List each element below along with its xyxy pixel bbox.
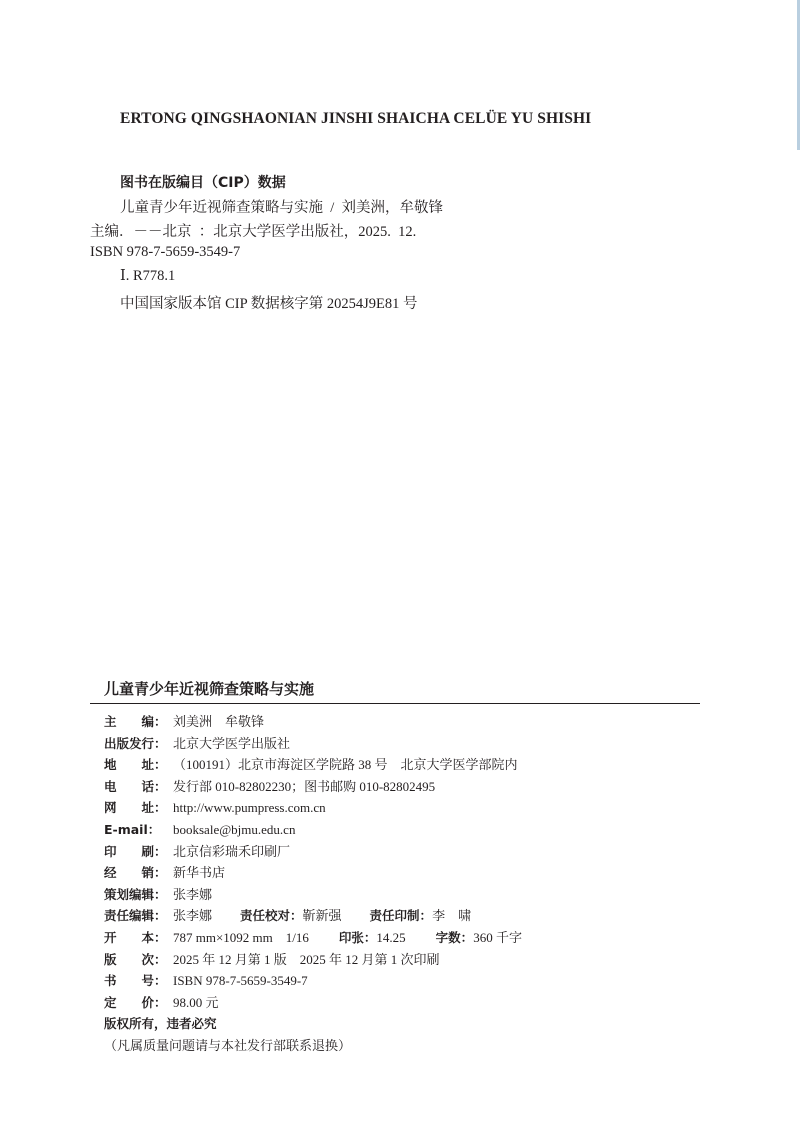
colophon-table	[104, 711, 704, 1057]
return-policy-note: （凡属质量问题请与本社发行部联系退换）	[104, 1037, 352, 1053]
row-label: 网 址：	[104, 800, 167, 816]
colophon-row-address	[104, 754, 704, 776]
colophon-row-email	[104, 819, 704, 841]
row-label: 出版发行：	[104, 735, 167, 751]
row-value: booksale@bjmu.edu.cn	[173, 821, 296, 837]
sheets-label: 印张：	[338, 929, 377, 945]
format-size-value: 787 mm×1092 mm 1/16	[173, 929, 309, 945]
row-value: 98.00 元	[173, 994, 219, 1010]
row-label: E-mail：	[104, 821, 161, 837]
row-label: 电 话：	[104, 778, 167, 794]
row-value: 刘美洲 牟敬锋	[173, 714, 265, 729]
sheets-value: 14.25	[376, 929, 406, 945]
copyright-notice: 版权所有，违者必究	[104, 1016, 217, 1032]
row-value: ISBN 978-7-5659-3549-7	[173, 973, 308, 989]
row-value: 北京信彩瑞禾印刷厂	[173, 843, 291, 859]
row-value: 北京大学医学出版社	[173, 735, 291, 751]
row-label: 主 编：	[104, 714, 167, 729]
row-label: 定 价：	[104, 994, 167, 1010]
colophon-row-planning-editor	[104, 884, 704, 906]
row-value: 新华书店	[173, 865, 226, 881]
colophon-row-publisher	[104, 733, 704, 755]
colophon-row-printer	[104, 841, 704, 863]
row-label: 策划编辑：	[104, 886, 167, 902]
colophon-row-editor	[104, 711, 704, 733]
print-supervisor-label: 责任印制：	[369, 908, 433, 924]
row-label: 开 本：	[104, 929, 167, 945]
word-count-label: 字数：	[435, 929, 474, 945]
row-value: 2025 年 12 月第 1 版 2025 年 12 月第 1 次印刷	[173, 951, 440, 967]
colophon-row-phone	[104, 776, 704, 798]
colophon-row-distributor	[104, 862, 704, 884]
cip-heading: 图书在版编目（CIP）数据	[120, 175, 286, 191]
print-supervisor-value: 李 啸	[432, 908, 472, 924]
colophon-row-responsibility	[104, 905, 704, 927]
colophon-divider	[90, 703, 700, 704]
row-label: 地 址：	[104, 757, 167, 773]
colophon-row-website	[104, 797, 704, 819]
proofreader-label: 责任校对：	[240, 908, 303, 924]
cip-line-publisher: 主编．－－北京 ：北京大学医学出版社，2025. 12.	[90, 224, 417, 240]
row-label: 印 刷：	[104, 843, 167, 859]
row-value: http://www.pumpress.com.cn	[173, 800, 326, 816]
row-value: （100191）北京市海淀区学院路 38 号 北京大学医学部院内	[173, 757, 518, 773]
colophon-row-book-number	[104, 970, 704, 992]
cip-line-isbn: ISBN 978-7-5659-3549-7	[90, 244, 241, 260]
row-label: 版 次：	[104, 951, 167, 967]
row-label: 经 销：	[104, 865, 167, 881]
pinyin-title: ERTONG QINGSHAONIAN JINSHI SHAICHA CELÜE YU SHISHI	[120, 110, 592, 127]
colophon-row-price	[104, 992, 704, 1014]
colophon-row-edition	[104, 949, 704, 971]
row-value: 发行部 010-82802230；图书邮购 010-82802495	[173, 778, 436, 794]
row-label: 责任编辑：	[104, 908, 167, 924]
colophon-book-title: 儿童青少年近视筛查策略与实施	[104, 680, 315, 698]
cip-line-title: 儿童青少年近视筛查策略与实施 / 刘美洲，牟敬锋	[120, 200, 444, 216]
proofreader-value: 靳新强	[302, 908, 342, 924]
row-value: 张李娜	[173, 908, 213, 924]
word-count-value: 360 千字	[473, 929, 522, 945]
row-value: 张李娜	[173, 886, 213, 902]
cip-line-classification: Ⅰ. R778.1	[120, 268, 176, 284]
row-label: 书 号：	[104, 973, 167, 989]
colophon-row-format	[104, 927, 704, 949]
cip-line-record-number: 中国国家版本馆 CIP 数据核字第 20254J9E81 号	[120, 296, 418, 312]
